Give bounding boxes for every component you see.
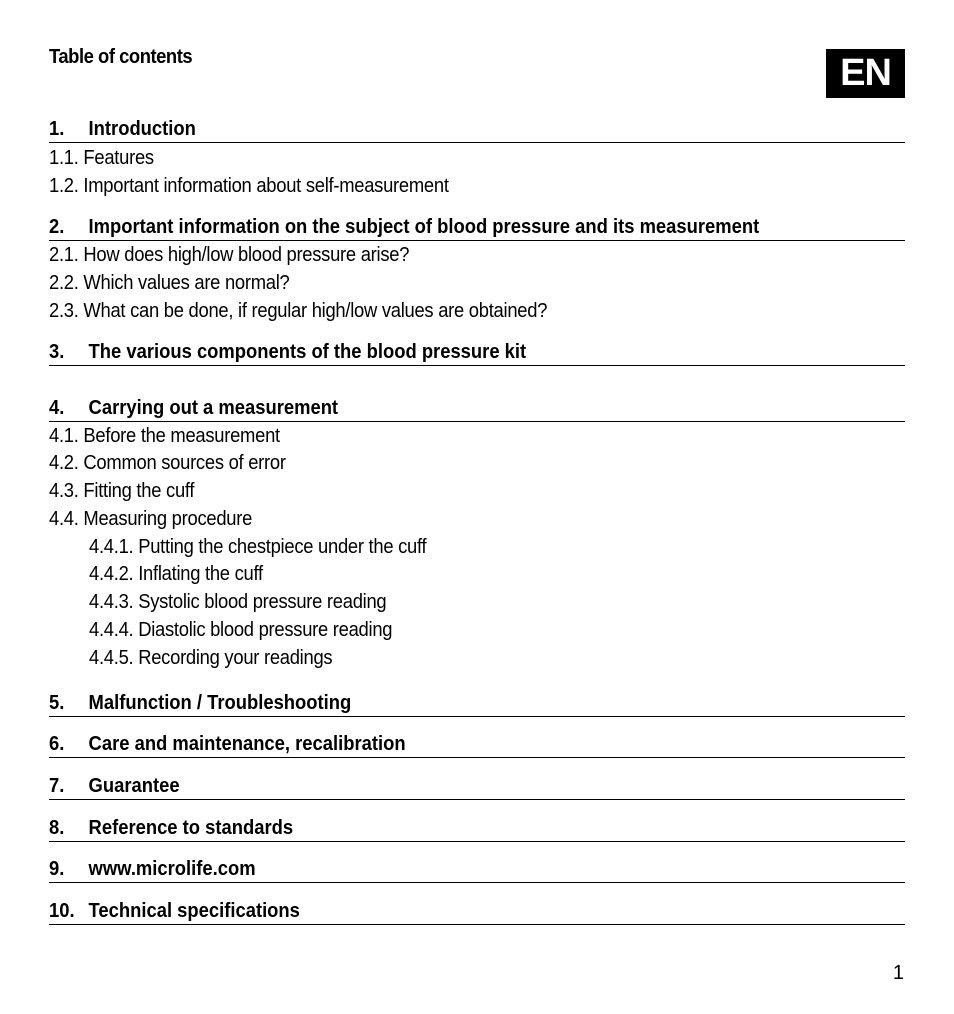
section-title: Technical specifications xyxy=(88,900,300,922)
toc-section-10[interactable] xyxy=(49,899,905,925)
toc-entry-2-3[interactable]: 2.3. What can be done, if regular high/low values are obtained? xyxy=(49,300,548,322)
page-title: Table of contents xyxy=(49,46,193,68)
toc-section-7[interactable] xyxy=(49,774,905,800)
toc-entry-2-2[interactable]: 2.2. Which values are normal? xyxy=(49,272,290,294)
section-title: Malfunction / Troubleshooting xyxy=(88,692,352,714)
section-number: 1. xyxy=(49,118,65,140)
toc-section-9[interactable] xyxy=(49,857,905,883)
toc-entry-4-4-4[interactable]: 4.4.4. Diastolic blood pressure reading xyxy=(89,619,393,641)
section-number: 3. xyxy=(49,341,65,363)
toc-entry-4-4-5[interactable]: 4.4.5. Recording your readings xyxy=(89,647,333,669)
toc-section-4[interactable] xyxy=(49,396,905,422)
section-title: Care and maintenance, recalibration xyxy=(88,733,406,755)
toc-section-8[interactable] xyxy=(49,816,905,842)
toc-entry-1-2[interactable]: 1.2. Important information about self-measurement xyxy=(49,175,449,197)
section-title: Reference to standards xyxy=(88,817,294,839)
section-number: 9. xyxy=(49,858,65,880)
section-title: The various components of the blood pressure kit xyxy=(88,341,527,363)
section-number: 8. xyxy=(49,817,65,839)
toc-section-2[interactable] xyxy=(49,215,905,241)
toc-entry-4-4-2[interactable]: 4.4.2. Inflating the cuff xyxy=(89,563,263,585)
section-number: 10. xyxy=(49,900,75,922)
toc-entry-1-1[interactable]: 1.1. Features xyxy=(49,147,154,169)
toc-entry-4-4-3[interactable]: 4.4.3. Systolic blood pressure reading xyxy=(89,591,387,613)
section-number: 7. xyxy=(49,775,65,797)
toc-entry-4-4[interactable]: 4.4. Measuring procedure xyxy=(49,508,253,530)
page-number: 1 xyxy=(892,962,904,984)
toc-entry-2-1[interactable]: 2.1. How does high/low blood pressure arise? xyxy=(49,244,410,266)
toc-entry-4-1[interactable]: 4.1. Before the measurement xyxy=(49,425,280,447)
toc-section-1[interactable] xyxy=(49,117,905,143)
section-number: 4. xyxy=(49,397,65,419)
section-title: Important information on the subject of blood pressure and its measurement xyxy=(88,216,760,238)
section-title: Carrying out a measurement xyxy=(88,397,339,419)
toc-entry-4-4-1[interactable]: 4.4.1. Putting the chestpiece under the cuff xyxy=(89,536,427,558)
toc-section-5[interactable] xyxy=(49,691,905,717)
section-title: www.microlife.com xyxy=(88,858,256,880)
section-number: 6. xyxy=(49,733,65,755)
language-badge: EN xyxy=(826,49,905,98)
toc-section-6[interactable] xyxy=(49,732,905,758)
section-title: Introduction xyxy=(88,118,196,140)
toc-entry-4-2[interactable]: 4.2. Common sources of error xyxy=(49,452,286,474)
section-title: Guarantee xyxy=(88,775,180,797)
toc-entry-4-3[interactable]: 4.3. Fitting the cuff xyxy=(49,480,195,502)
section-number: 5. xyxy=(49,692,65,714)
toc-section-3[interactable] xyxy=(49,340,905,366)
section-number: 2. xyxy=(49,216,65,238)
